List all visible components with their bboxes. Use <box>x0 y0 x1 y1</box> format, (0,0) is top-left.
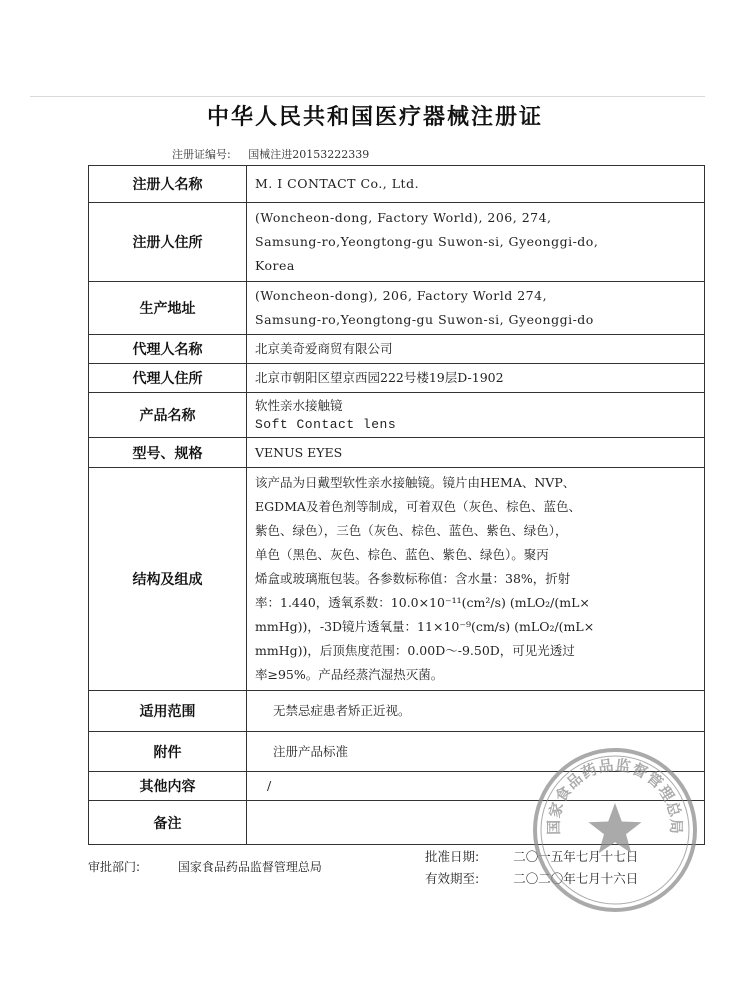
registrant-address-label: 注册人住所 <box>89 203 247 282</box>
model-label: 型号、规格 <box>89 438 247 468</box>
production-address-label: 生产地址 <box>89 282 247 335</box>
registrant-address-value <box>247 203 705 282</box>
structure-line: 单色（黑色、灰色、棕色、蓝色、紫色、绿色）。聚丙 <box>255 547 549 562</box>
table-row <box>89 282 705 335</box>
structure-line: mmHg))，后顶焦度范围：0.00D～-9.50D，可见光透过 <box>255 643 575 658</box>
approval-dept-value: 国家食品药品监督管理总局 <box>177 860 322 874</box>
agent-name-label: 代理人名称 <box>89 335 247 364</box>
reg-no-value: 国械注进20153222339 <box>248 148 370 161</box>
approval-date-value: 二〇一五年七月十七日 <box>513 849 639 864</box>
approval-date-label: 批准日期: <box>425 849 480 864</box>
production-address-value <box>247 282 705 335</box>
structure-line: 率≥95%。产品经蒸汽湿热灭菌。 <box>255 667 444 682</box>
seal-star-icon <box>589 803 642 853</box>
structure-line: 紫色、绿色），三色（灰色、棕色、蓝色、紫色、绿色）， <box>255 523 568 538</box>
address-line: Samsung-ro,Yeongtong-gu Suwon-si, Gyeonggi-do, <box>255 234 599 249</box>
structure-value <box>247 468 705 691</box>
other-value: / <box>247 772 705 801</box>
other-label: 其他内容 <box>89 772 247 801</box>
valid-until-value: 二〇二〇年七月十六日 <box>513 871 639 886</box>
certificate-table <box>88 165 705 845</box>
product-name-en: Soft Contact lens <box>255 417 397 432</box>
address-line: Samsung-ro,Yeongtong-gu Suwon-si, Gyeonggi-do <box>255 312 594 327</box>
product-name-value <box>247 393 705 438</box>
address-line: (Woncheon-dong), 206, Factory World 274, <box>255 288 548 303</box>
model-value: VENUS EYES <box>247 438 705 468</box>
registration-number <box>172 146 369 162</box>
address-line: Korea <box>255 258 295 273</box>
page-title: 中华人民共和国医疗器械注册证 <box>206 105 543 130</box>
product-name-cn: 软性亲水接触镜 <box>255 398 343 413</box>
structure-label: 结构及组成 <box>89 468 247 691</box>
structure-line: 烯盒或玻璃瓶包装。各参数标称值：含水量：38%，折射 <box>255 571 571 586</box>
scope-value: 无禁忌症患者矫正近视。 <box>247 691 705 732</box>
approval-dept-label: 审批部门: <box>88 860 141 874</box>
registrant-name-label: 注册人名称 <box>89 166 247 203</box>
table-row <box>89 438 705 468</box>
address-line: (Woncheon-dong, Factory World), 206, 274, <box>255 210 552 225</box>
table-row <box>89 468 705 691</box>
structure-line: mmHg))，-3D镜片透氧量：11×10⁻⁹(cm/s) (mLO₂/(mL× <box>255 619 595 634</box>
attachment-value: 注册产品标准 <box>247 732 705 772</box>
registrant-name-value: M. I CONTACT Co., Ltd. <box>247 166 705 203</box>
remarks-label: 备注 <box>89 801 247 845</box>
product-name-label: 产品名称 <box>89 393 247 438</box>
table-row <box>89 364 705 393</box>
table-row <box>89 166 705 203</box>
structure-line: 该产品为日戴型软性亲水接触镜。镜片由HEMA、NVP、 <box>255 475 576 490</box>
scope-label: 适用范围 <box>89 691 247 732</box>
agent-address-value: 北京市朝阳区望京西园222号楼19层D-1902 <box>247 364 705 393</box>
valid-until-label: 有效期至: <box>425 871 480 886</box>
official-seal-stamp <box>530 745 700 915</box>
structure-line: EGDMA及着色剂等制成，可着双色（灰色、棕色、蓝色、 <box>255 499 581 514</box>
top-rule <box>30 96 705 97</box>
table-row <box>89 203 705 282</box>
reg-no-label: 注册证编号: <box>172 148 231 161</box>
table-row <box>89 691 705 732</box>
seal-text: 国家食品药品监督管理总局 <box>544 756 686 835</box>
agent-address-label: 代理人住所 <box>89 364 247 393</box>
agent-name-value: 北京美奇爱商贸有限公司 <box>247 335 705 364</box>
attachment-label: 附件 <box>89 732 247 772</box>
approval-dept <box>88 858 322 875</box>
structure-line: 率：1.440，透氧系数：10.0×10⁻¹¹(cm²/s) (mLO₂/(mL× <box>255 595 590 610</box>
table-row <box>89 393 705 438</box>
table-row <box>89 335 705 364</box>
